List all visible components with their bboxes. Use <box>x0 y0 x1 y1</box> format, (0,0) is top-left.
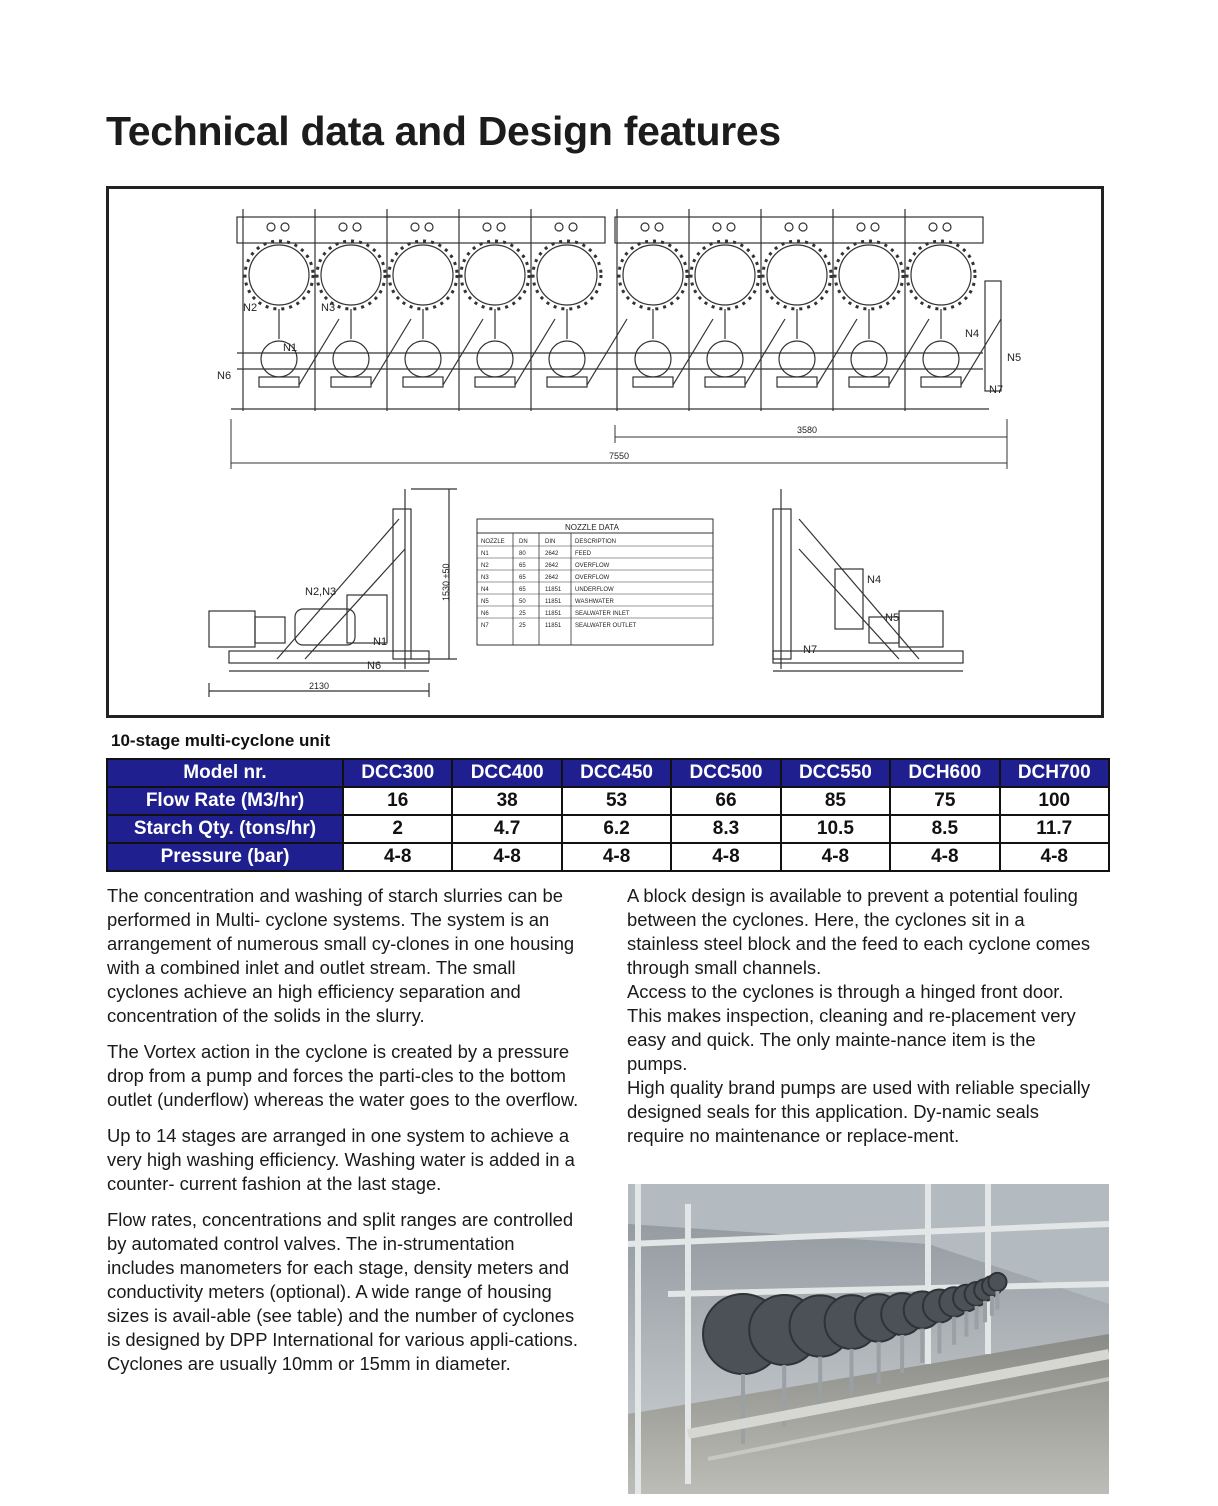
nozzle-cell: N7 <box>481 623 489 629</box>
nozzle-cell: 11851 <box>545 623 562 629</box>
spec-row <box>107 787 1109 815</box>
nozzle-cell: 65 <box>519 575 526 581</box>
paragraph: The concentration and washing of starch slurries can be performed in Multi- cyclone systems. The system is an arrangement of numerous small cy-clones in one housing with a combined inlet and outlet stream. The small cyclones achieve an high efficiency separation and concentration of the solids in the slurry. <box>107 885 575 1026</box>
nozzle-header: DIN <box>545 539 556 545</box>
side-label-n4: N4 <box>867 574 882 586</box>
paragraph: Up to 14 stages are arranged in one system to achieve a very high washing efficiency. Washing water is added in a counter- current fashion at the last stage. <box>107 1125 575 1194</box>
spec-cell: 38 <box>452 787 561 815</box>
paragraph: Flow rates, concentrations and split ranges are controlled by automated control valves. The in-strumentation includes manometers for each stage, density meters and conductivity meters (optional). A wide range of housing sizes is avail-able (see table) and the number of cyclones is designed by DPP International for various appli-cations. Cyclones are usually 10mm or 15mm in diameter. <box>107 1209 578 1374</box>
model-header: DCC550 <box>781 759 890 787</box>
installation-photo <box>628 1184 1109 1494</box>
dimension-lines <box>231 419 1007 469</box>
nozzle-cell: 2642 <box>545 575 559 581</box>
spec-row-label: Starch Qty. (tons/hr) <box>107 815 343 843</box>
model-header: DCH700 <box>1000 759 1109 787</box>
spec-cell: 4-8 <box>562 843 671 871</box>
technical-drawing <box>106 186 1104 718</box>
left-text-column <box>107 884 587 1388</box>
side-label-n2n3: N2,N3 <box>305 586 337 598</box>
spec-cell: 16 <box>343 787 452 815</box>
label-n4: N4 <box>965 328 980 340</box>
spec-cell: 2 <box>343 815 452 843</box>
right-text-column <box>627 884 1095 1148</box>
nozzle-cell: 25 <box>519 623 526 629</box>
spec-cell: 10.5 <box>781 815 890 843</box>
nozzle-cell: OVERFLOW <box>575 563 610 569</box>
spec-row <box>107 843 1109 871</box>
spec-cell: 6.2 <box>562 815 671 843</box>
spec-cell: 4-8 <box>343 843 452 871</box>
spec-cell: 4-8 <box>452 843 561 871</box>
nozzle-cell: 11851 <box>545 587 562 593</box>
nozzle-cell: OVERFLOW <box>575 575 610 581</box>
label-n3: N3 <box>321 302 336 314</box>
front-elevation-view <box>231 209 1004 411</box>
model-header: DCC500 <box>671 759 780 787</box>
spec-header-label: Model nr. <box>107 759 343 787</box>
drawing-caption: 10-stage multi-cyclone unit <box>111 731 331 750</box>
spec-cell: 4.7 <box>452 815 561 843</box>
spec-cell: 4-8 <box>1000 843 1109 871</box>
side-label-n5: N5 <box>885 612 900 624</box>
drawing-canvas <box>109 189 1101 715</box>
nozzle-cell: N2 <box>481 563 489 569</box>
spec-cell: 8.5 <box>890 815 999 843</box>
spec-table <box>106 758 1110 872</box>
dimension-depth: 2130 <box>309 681 330 691</box>
nozzle-cell: N5 <box>481 599 489 605</box>
nozzle-cell: 2642 <box>545 551 559 557</box>
nozzle-cell: 2642 <box>545 563 559 569</box>
spec-cell: 4-8 <box>890 843 999 871</box>
dimension-height: 1530 ±50 <box>441 563 451 601</box>
model-header: DCC400 <box>452 759 561 787</box>
paragraph: High quality brand pumps are used with reliable specially designed seals for this application. Dy-namic seals require no maintenance or replace-ment. <box>627 1077 1091 1146</box>
nozzle-cell: UNDERFLOW <box>575 587 614 593</box>
nozzle-cell: N4 <box>481 587 489 593</box>
label-n1: N1 <box>283 342 298 354</box>
label-n2: N2 <box>243 302 258 314</box>
dimension-half: 3580 <box>797 425 818 435</box>
nozzle-header: DESCRIPTION <box>575 539 617 545</box>
nozzle-cell: 65 <box>519 587 526 593</box>
nozzle-cell: 11851 <box>545 611 562 617</box>
paragraph: A block design is available to prevent a potential fouling between the cyclones. Here, the cyclones sit in a stainless steel block and the feed to each cyclone comes through small channels. <box>627 885 1091 978</box>
nozzle-cell: N6 <box>481 611 489 617</box>
paragraph: Access to the cyclones is through a hinged front door. This makes inspection, cleaning and re-placement very easy and quick. The only mainte-nance item is the pumps. <box>627 981 1076 1074</box>
side-label-n7: N7 <box>803 644 818 656</box>
model-header: DCC300 <box>343 759 452 787</box>
nozzle-header: DN <box>519 539 528 545</box>
spec-cell: 100 <box>1000 787 1109 815</box>
nozzle-cell: WASHWATER <box>575 599 614 605</box>
side-label-n1: N1 <box>373 636 388 648</box>
paragraph: The Vortex action in the cyclone is created by a pressure drop from a pump and forces the parti-cles to the bottom outlet (underflow) whereas the water goes to the overflow. <box>107 1041 579 1110</box>
nozzle-cell: SEALWATER INLET <box>575 611 630 617</box>
nozzle-cell: 25 <box>519 611 526 617</box>
nozzle-cell: N3 <box>481 575 489 581</box>
nozzle-cell: SEALWATER OUTLET <box>575 623 637 629</box>
label-n5: N5 <box>1007 352 1022 364</box>
nozzle-header: NOZZLE <box>481 539 505 545</box>
page-title: Technical data and Design features <box>106 108 781 154</box>
model-header: DCH600 <box>890 759 999 787</box>
nozzle-cell: 50 <box>519 599 526 605</box>
spec-cell: 11.7 <box>1000 815 1109 843</box>
spec-cell: 8.3 <box>671 815 780 843</box>
label-n7: N7 <box>989 384 1004 396</box>
nozzle-table-title: NOZZLE DATA <box>565 523 619 532</box>
nozzle-cell: 80 <box>519 551 526 557</box>
side-label-n6: N6 <box>367 660 382 672</box>
photo-illustration <box>628 1184 1109 1494</box>
spec-header-row <box>107 759 1109 787</box>
spec-cell: 66 <box>671 787 780 815</box>
spec-cell: 75 <box>890 787 999 815</box>
spec-row-label: Pressure (bar) <box>107 843 343 871</box>
spec-cell: 4-8 <box>781 843 890 871</box>
nozzle-cell: FEED <box>575 551 592 557</box>
spec-cell: 85 <box>781 787 890 815</box>
spec-row-label: Flow Rate (M3/hr) <box>107 787 343 815</box>
model-header: DCC450 <box>562 759 671 787</box>
spec-row <box>107 815 1109 843</box>
nozzle-cell: 11851 <box>545 599 562 605</box>
spec-cell: 53 <box>562 787 671 815</box>
spec-cell: 4-8 <box>671 843 780 871</box>
dimension-total: 7550 <box>609 451 630 461</box>
nozzle-cell: 65 <box>519 563 526 569</box>
nozzle-data-table <box>477 519 713 645</box>
nozzle-cell: N1 <box>481 551 489 557</box>
label-n6: N6 <box>217 370 232 382</box>
